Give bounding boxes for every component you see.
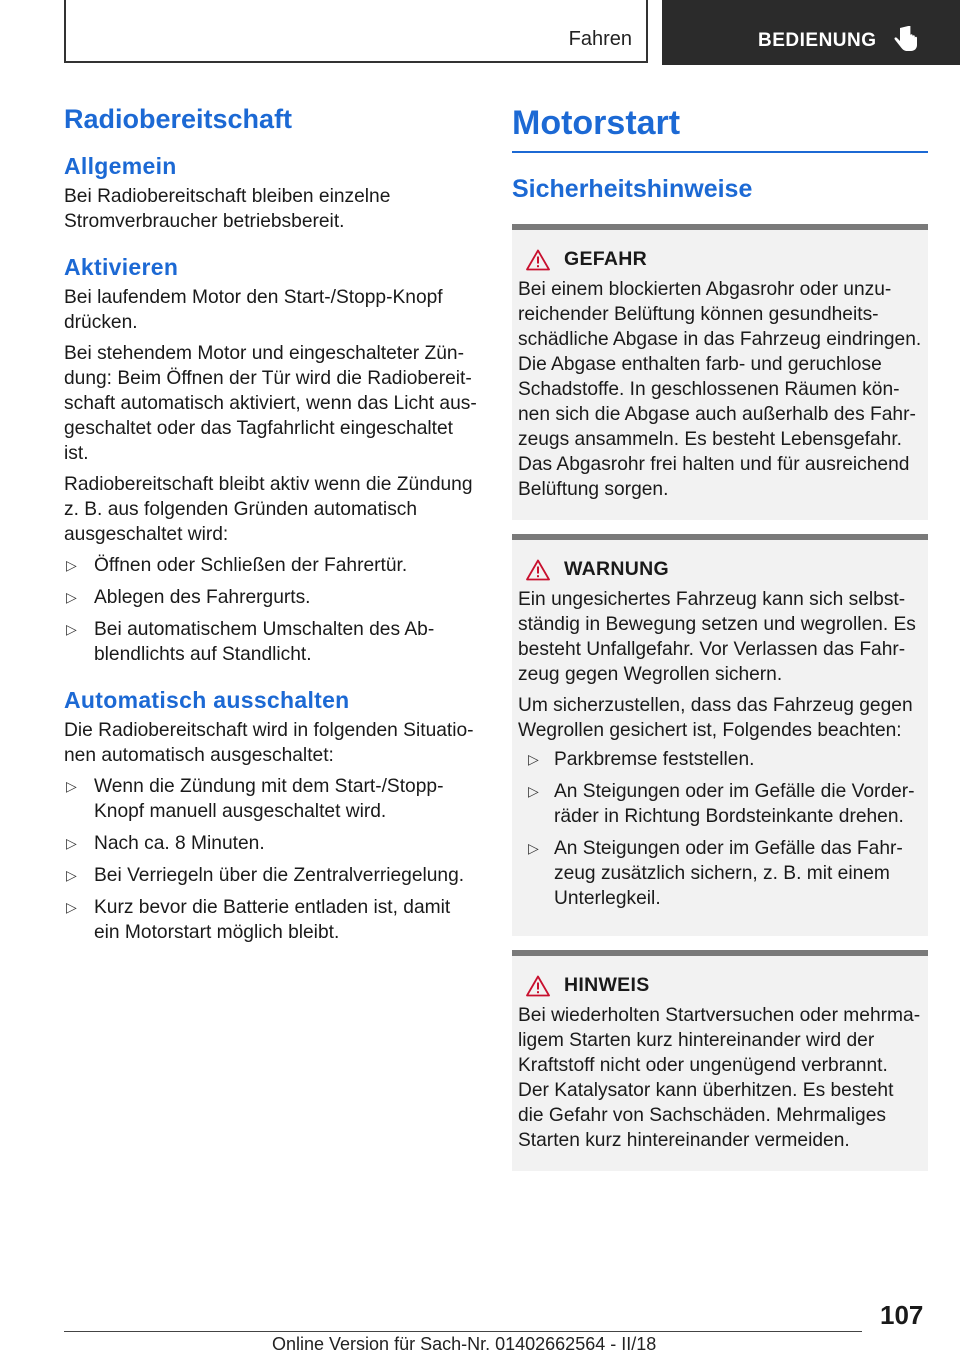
header-section-title: Fahren (568, 28, 632, 50)
heading-aktivieren: Aktivieren (64, 254, 179, 280)
pointing-hand-icon (894, 26, 918, 54)
header-chapter-label: BEDIENUNG (758, 30, 877, 51)
list-item: ▷ Wenn die Zündung mit dem Start-/Stopp-Knopf manuell ausgeschaltet wird. (66, 776, 444, 822)
list-item: ▷ Kurz bevor die Batterie entladen ist, damit ein Motorstart möglich bleibt. (66, 897, 451, 943)
list-item: ▷ Parkbremse feststellen. (528, 749, 755, 770)
list-item: ▷ Ablegen des Fahrergurts. (66, 587, 311, 608)
paragraph-allgemein: Bei Radiobereitschaft bleiben einzelne Stromverbraucher betriebsbereit. (64, 186, 391, 232)
warning-title (518, 248, 922, 271)
list-item: ▷ Nach ca. 8 Minuten. (66, 833, 265, 854)
list-ausschalten (64, 774, 478, 945)
section-title-motorstart: Motorstart (512, 104, 928, 153)
triangle-bullet-icon: ▷ (528, 840, 539, 856)
warning-label-warnung: WARNUNG (564, 558, 670, 580)
warning-title (518, 974, 922, 997)
triangle-bullet-icon: ▷ (66, 557, 77, 573)
warning-triangle-icon (526, 559, 550, 581)
warning-text-warnung-2: Um sicherzustellen, dass das Fahrzeug gegen Wegrollen gesichert ist, Folgendes beachten: (518, 695, 913, 741)
list-item: ▷ Bei Verriegeln über die Zentralverriegelung. (66, 865, 465, 886)
triangle-bullet-icon: ▷ (528, 783, 539, 799)
warning-text-gefahr: Bei einem blockierten Abgasrohr oder unzureichender Belüftung können gesundheitsschädliche Abgase in das Fahrzeug eindringen. Die Abgase enthalten farb- und geruchlose Schadstoffe. In geschlossenen Räumen können sich die Abgase auch außerhalb des Fahrzeugs ansammeln. Es besteht Lebensgefahr. Das Abgasrohr frei halten und für ausreichend Belüftung sorgen. (518, 279, 922, 500)
warning-text-hinweis: Bei wiederholten Startversuchen oder mehrmaligem Starten kurz hintereinander wird der Kraftstoff nicht oder ungenügend verbrannt. Der Katalysator kann überhitzen. Es besteht die Gefahr von Sachschäden. Mehrmaliges Starten kurz hintereinander vermeiden. (518, 1005, 921, 1151)
heading-sicherheitshinweise: Sicherheitshinweise (512, 175, 753, 203)
left-column (64, 100, 478, 952)
list-aktivieren (64, 553, 478, 667)
warning-box-gefahr (512, 224, 928, 520)
list-item: ▷ An Steigungen oder im Gefälle die Vorderräder in Richtung Bordsteinkante drehen. (528, 781, 915, 827)
right-column (512, 100, 928, 1185)
header-section-box (64, 0, 648, 63)
heading-allgemein: Allgemein (64, 153, 177, 179)
page-number: 107 (880, 1300, 924, 1330)
header-chapter-tab[interactable] (662, 0, 960, 65)
triangle-bullet-icon: ▷ (66, 835, 77, 851)
heading-automatisch-ausschalten: Automatisch ausschalten (64, 687, 350, 713)
triangle-bullet-icon: ▷ (66, 778, 77, 794)
list-item: ▷ Öffnen oder Schließen der Fahrertür. (66, 555, 408, 576)
paragraph-ausschalten: Die Radiobereitschaft wird in folgenden Situationen automatisch ausgeschaltet: (64, 720, 474, 766)
warning-box-warnung (512, 534, 928, 936)
warning-label-hinweis: HINWEIS (564, 974, 650, 996)
warning-text-warnung-1: Ein ungesichertes Fahrzeug kann sich selbstständig in Bewegung setzen und wegrollen. Es besteht Unfallgefahr. Vor Verlassen das Fahrzeug gegen Wegrollen sichern. (518, 589, 916, 685)
footer-divider (64, 1331, 862, 1332)
paragraph-aktivieren-3: Radiobereitschaft bleibt aktiv wenn die Zündung z. B. aus folgenden Gründen automatisch ausgeschaltet wird: (64, 474, 473, 545)
warning-title (518, 558, 922, 581)
warning-triangle-icon (526, 975, 550, 997)
list-item: ▷ An Steigungen oder im Gefälle das Fahrzeug zusätzlich sichern, z. B. mit einem Unterlegkeil. (528, 838, 903, 909)
triangle-bullet-icon: ▷ (66, 589, 77, 605)
warning-box-hinweis (512, 950, 928, 1171)
triangle-bullet-icon: ▷ (528, 751, 539, 767)
list-item: ▷ Bei automatischem Umschalten des Abblendlichts auf Standlicht. (66, 619, 435, 665)
list-warnung (518, 747, 922, 911)
footer-online-version: Online Version für Sach-Nr. 01402662564 - II/18 (272, 1334, 657, 1354)
warning-label-gefahr: GEFAHR (564, 248, 648, 270)
triangle-bullet-icon: ▷ (66, 899, 77, 915)
paragraph-aktivieren-2: Bei stehendem Motor und eingeschalteter Zündung: Beim Öffnen der Tür wird die Radiobereitschaft automatisch aktiviert, wenn das Licht ausgeschaltet oder das Tagfahrlicht eingeschaltet ist. (64, 343, 477, 464)
warning-triangle-icon (526, 249, 550, 271)
section-title-radiobereitschaft: Radiobereitschaft (64, 104, 293, 134)
triangle-bullet-icon: ▷ (66, 621, 77, 637)
triangle-bullet-icon: ▷ (66, 867, 77, 883)
paragraph-aktivieren-1: Bei laufendem Motor den Start-/Stopp-Knopf drücken. (64, 287, 443, 333)
